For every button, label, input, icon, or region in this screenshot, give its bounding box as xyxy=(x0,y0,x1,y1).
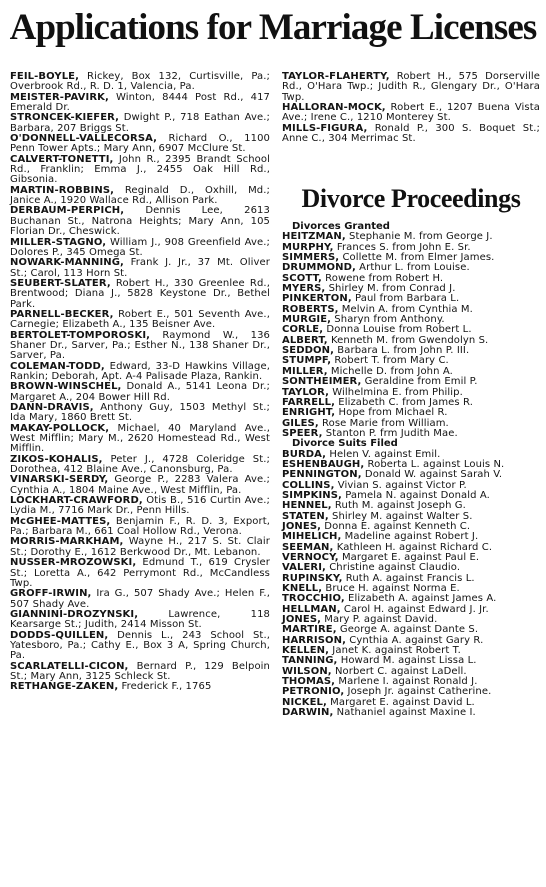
marriage-license-entry xyxy=(10,134,270,155)
marriage-license-entry xyxy=(10,682,270,692)
entry-name: VINARSKI-SERDY, xyxy=(10,474,109,486)
entry-name: SCARLATELLI-CICON, xyxy=(10,660,129,672)
entry-details: Mary P. against David. xyxy=(321,614,438,626)
entry-name: COLEMAN-TODD, xyxy=(10,360,105,372)
entry-name: PETRONIO, xyxy=(282,686,345,698)
divorce-suits-label: Divorce Suits Filed xyxy=(292,438,398,450)
entry-name: JONES, xyxy=(282,614,322,626)
entry-name: DERBAUM-PERPICH, xyxy=(10,205,125,217)
entry-details: Edward, 33-D Hawkins Village, Rankin; Deborah, Apt. A-4 Palisade Plaza, Rankin. xyxy=(10,360,270,382)
marriage-license-entry xyxy=(10,589,270,610)
entry-name: PINKERTON, xyxy=(282,293,352,305)
entry-name: MIHELICH, xyxy=(282,531,342,543)
entry-name: ROBERTS, xyxy=(282,303,339,315)
entry-name: DARWIN, xyxy=(282,707,334,719)
entry-name: RUPINSKY, xyxy=(282,572,343,584)
entry-name: DANN-DRAVIS, xyxy=(10,402,94,413)
entry-details: Ira G., 507 Shady Ave.; Helen F., 507 Shady Ave. xyxy=(10,588,270,610)
entry-details: Rowene from Robert H. xyxy=(321,272,444,284)
entry-details: Elizabeth A. against James A. xyxy=(344,593,497,605)
entry-details: Paul from Barbara L. xyxy=(351,293,460,305)
entry-details: Kathleen H. against Richard C. xyxy=(333,541,493,553)
marriage-license-entry xyxy=(10,403,270,424)
entry-name: SIMPKINS, xyxy=(282,489,342,501)
entry-name: GROFF-IRWIN, xyxy=(10,588,92,600)
entry-details: Bruce H. against Norma E. xyxy=(322,583,460,595)
entry-details: Wilhelmina E. from Philip. xyxy=(328,386,463,398)
entry-name: SONTHEIMER, xyxy=(282,376,362,388)
entry-details: Otis B., 516 Curtin Ave.; Lydia M., 7716 Mark Dr., Penn Hills. xyxy=(10,495,270,517)
entry-details: Sharyn from Anthony. xyxy=(331,314,445,326)
entry-details: Benjamin F., R. D. 3, Export, Pa.; Barbara M., 661 Coal Hollow Rd., Verona. xyxy=(10,515,270,538)
entry-name: NICKEL, xyxy=(282,696,327,708)
entry-name: RETHANGE-ZAKEN, xyxy=(10,681,119,693)
marriage-license-entry xyxy=(10,662,270,683)
entry-details: Donna Louise from Robert L. xyxy=(323,324,472,336)
entry-name: MARTIN-ROBBINS, xyxy=(10,184,115,196)
entry-details: Robert E., 1207 Buena Vista Ave.; Irene C., 1210 Monterey St. xyxy=(282,102,540,124)
entry-details: Frances S. from John E. Sr. xyxy=(333,241,471,253)
entry-name: KNELL, xyxy=(282,583,323,595)
divorce-suits-list xyxy=(282,450,540,719)
entry-details: Geraldine from Emil P. xyxy=(361,376,478,388)
entry-details: Barbara L. from John P. III. xyxy=(334,345,470,357)
entry-name: O'DONNELL-VALLECORSA, xyxy=(10,133,158,145)
entry-details: Winton, 8444 Post Rd., 417 Emerald Dr. xyxy=(10,91,270,114)
entry-name: ZIKOS-KOHALIS, xyxy=(10,453,103,465)
entry-name: NUSSER-MROZOWSKI, xyxy=(10,557,137,569)
entry-details: Elizabeth C. from James R. xyxy=(335,396,473,408)
entry-details: Reginald D., Oxhill, Md.; Janice A., 1920 Wallace Rd., Allison Park. xyxy=(10,184,270,207)
marriage-license-entry xyxy=(10,424,270,455)
entry-name: FEIL-BOYLE, xyxy=(10,71,80,82)
entry-details: Pamela N. against Donald A. xyxy=(341,489,490,501)
entry-name: DRUMMOND, xyxy=(282,262,356,274)
entry-name: MURPHY, xyxy=(282,241,334,253)
entry-name: STATEN, xyxy=(282,510,329,522)
divorce-suit-entry xyxy=(282,708,540,718)
entry-details: Wayne H., 217 S. St. Clair St.; Dorothy E., 1612 Berkwood Dr., Mt. Lebanon. xyxy=(10,536,270,558)
entry-details: Ruth M. against Joseph G. xyxy=(331,500,466,512)
entry-details: Robert H., 330 Greenlee Rd., Brentwood; Diana J., 5828 Keystone Dr., Bethel Park. xyxy=(10,277,270,310)
entry-name: VALERI, xyxy=(282,562,326,574)
marriage-license-entry xyxy=(10,310,270,331)
entry-name: VERNOCY, xyxy=(282,552,339,563)
entry-name: HALLORAN-MOCK, xyxy=(282,102,386,114)
entry-details: Lawrence, 118 Kearsarge St.; Judith, 2414 Misson St. xyxy=(10,608,270,631)
entry-name: MAKAY-POLLOCK, xyxy=(10,422,110,434)
entry-details: Shirley M. against Walter S. xyxy=(328,510,473,522)
entry-name: WILSON, xyxy=(282,665,332,677)
entry-details: Madeline against Robert J. xyxy=(341,531,479,543)
entry-details: Frank J. Jr., 37 Mt. Oliver St.; Carol, 113 Horn St. xyxy=(10,257,270,279)
entry-details: Donald W. against Sarah V. xyxy=(361,469,503,481)
entry-name: SCOTT, xyxy=(282,272,322,284)
entry-details: Cynthia A. against Gary R. xyxy=(346,634,484,646)
entry-details: Donald A., 5141 Leona Dr.; Margaret A., 204 Bower Hill Rd. xyxy=(10,381,270,403)
marriage-license-entry xyxy=(10,206,270,237)
entry-details: Kenneth M. from Gwendolyn S. xyxy=(327,334,489,346)
entry-name: LOCKHART-CRAWFORD, xyxy=(10,495,143,507)
entry-details: Stanton P. frm Judith Mae. xyxy=(322,427,458,439)
entry-details: Marlene I. against Ronald J. xyxy=(335,676,478,688)
entry-details: William J., 908 Greenfield Ave.; Dolores P., 345 Omega St. xyxy=(10,236,270,258)
entry-details: Dennis Lee, 2613 Buchanan St., Natrona Heights; Mary Ann, 105 Florian Dr., Cheswick. xyxy=(10,205,270,238)
entry-details: George A. against Dante S. xyxy=(336,624,479,636)
entry-details: Nathaniel against Maxine I. xyxy=(333,707,476,719)
marriage-license-entry xyxy=(10,558,270,589)
entry-name: TAYLOR-FLAHERTY, xyxy=(282,71,390,82)
entry-details: Carol H. against Edward J. Jr. xyxy=(340,603,489,615)
entry-name: SEUBERT-SLATER, xyxy=(10,277,111,289)
entry-details: Donna E. against Kenneth C. xyxy=(321,520,471,532)
marriage-license-entry xyxy=(10,631,270,662)
marriage-license-entry xyxy=(282,124,540,145)
entry-name: BERTOLET-TOMPOROSKI, xyxy=(10,329,151,341)
marriage-license-entry xyxy=(10,475,270,496)
entry-details: Ronald P., 300 S. Boquet St.; Anne C., 304 Merrimac St. xyxy=(282,122,540,145)
entry-name: SEEMAN, xyxy=(282,541,334,553)
entry-details: Dwight P., 718 Eathan Ave.; Barbara, 207 Briggs St. xyxy=(10,112,270,134)
entry-details: Hope from Michael R. xyxy=(335,407,448,419)
entry-name: PARNELL-BECKER, xyxy=(10,308,114,320)
entry-details: Helen V. against Emil. xyxy=(326,448,441,460)
entry-name: KELLEN, xyxy=(282,645,330,657)
entry-name: STUMPF, xyxy=(282,355,332,367)
marriage-license-entry xyxy=(10,610,270,631)
entry-name: FARRELL, xyxy=(282,396,335,408)
entry-name: GILES, xyxy=(282,417,319,429)
entry-name: HENNEL, xyxy=(282,500,332,512)
entry-name: MURGIE, xyxy=(282,314,332,326)
entry-name: MILLER-STAGNO, xyxy=(10,236,107,248)
entry-name: THOMAS, xyxy=(282,676,336,688)
entry-name: CALVERT-TONETTI, xyxy=(10,153,114,165)
entry-name: MILLS-FIGURA, xyxy=(282,122,368,134)
marriage-license-entry xyxy=(10,238,270,259)
marriage-license-entry xyxy=(10,331,270,362)
entry-details: Arthur L. from Louise. xyxy=(355,262,470,274)
entry-name: JONES, xyxy=(282,520,322,532)
entry-name: GIANNINI-DROZYNSKI, xyxy=(10,608,139,620)
entry-name: TROCCHIO, xyxy=(282,593,345,605)
entry-details: Michelle D. from John A. xyxy=(327,365,453,377)
entry-name: DODDS-QUILLEN, xyxy=(10,629,109,641)
entry-details: Joseph Jr. against Catherine. xyxy=(344,686,492,698)
entry-name: SIMMERS, xyxy=(282,252,340,264)
entry-name: COLLINS, xyxy=(282,479,335,491)
entry-name: HEITZMAN, xyxy=(282,231,346,243)
entry-details: Rickey, Box 132, Curtisville, Pa.; Overbrook Rd., R. D. 1, Valencia, Pa. xyxy=(10,71,270,93)
entry-details: Vivian S. against Victor P. xyxy=(334,479,467,491)
entry-name: MYERS, xyxy=(282,283,326,295)
entry-name: BURDA, xyxy=(282,448,327,460)
entry-details: Collette M. from Elmer James. xyxy=(339,252,495,264)
marriage-license-entry xyxy=(10,186,270,207)
marriage-column-left xyxy=(10,72,270,693)
entry-details: Janet K. against Robert T. xyxy=(329,645,461,657)
entry-name: MEISTER-PAVIRK, xyxy=(10,91,109,103)
entry-details: Stephanie M. from George J. xyxy=(345,231,493,243)
entry-details: Richard O., 1100 Penn Tower Apts.; Mary Ann, 6907 McClure St. xyxy=(10,133,270,155)
entry-details: Christine against Claudio. xyxy=(325,562,461,574)
marriage-license-entry xyxy=(10,362,270,383)
entry-details: Melvin A. from Cynthia M. xyxy=(338,303,473,315)
entry-details: Norbert C. against LaDell. xyxy=(331,665,467,677)
marriage-license-entry xyxy=(282,72,540,103)
entry-name: SPEER, xyxy=(282,427,323,439)
entry-name: MILLER, xyxy=(282,365,328,377)
marriage-license-entry xyxy=(10,496,270,517)
entry-details: Edmund T., 619 Crysler St.; Loretta A., 642 Perrymont Rd., McCandless Twp. xyxy=(10,557,270,589)
divorces-granted-list xyxy=(282,232,540,439)
entry-name: STRONCEK-KIEFER, xyxy=(10,112,120,124)
entry-name: TAYLOR, xyxy=(282,386,329,398)
marriage-license-entry xyxy=(10,93,270,114)
marriage-license-entry xyxy=(282,103,540,124)
entry-details: Shirley M. from Conrad J. xyxy=(325,283,456,295)
entry-details: Raymond W., 136 Shaner Dr., Sarver, Pa.; Esther N., 138 Shaner Dr., Sarver, Pa. xyxy=(10,329,270,362)
entry-details: Anthony Guy, 1503 Methyl St.; Ida Mary, 1860 Brett St. xyxy=(10,402,270,424)
entry-details: Frederick F., 1765 xyxy=(118,681,212,693)
entry-details: Robert E., 501 Seventh Ave., Carnegie; Elizabeth A., 135 Beisner Ave. xyxy=(10,308,270,331)
marriage-license-entry xyxy=(10,72,270,93)
entry-name: SEDDON, xyxy=(282,345,335,357)
entry-name: MORRIS-MARKHAM, xyxy=(10,536,124,548)
entry-name: HARRISON, xyxy=(282,634,347,646)
marriage-license-entry xyxy=(10,537,270,558)
entry-details: Roberta L. against Louis N. xyxy=(364,458,505,470)
entry-details: Bernard P., 129 Belpoin St.; Mary Ann, 3125 Schleck St. xyxy=(10,660,270,682)
entry-name: PENNINGTON, xyxy=(282,469,362,481)
entry-details: Margaret E. against Paul E. xyxy=(338,552,480,563)
divorce-title: Divorce Proceedings xyxy=(301,184,521,213)
divorces-granted-label: Divorces Granted xyxy=(292,221,390,232)
entry-details: Margaret E. against David L. xyxy=(326,696,475,708)
entry-details: Robert T. from Mary C. xyxy=(331,355,449,367)
marriage-license-entry xyxy=(10,279,270,310)
entry-name: ENRIGHT, xyxy=(282,407,336,419)
entry-details: Howard M. against Lissa L. xyxy=(337,655,477,667)
marriage-license-entry xyxy=(10,155,270,186)
marriage-license-entry xyxy=(10,113,270,134)
divorce-column xyxy=(282,222,540,719)
entry-details: Michael, 40 Maryland Ave., West Mifflin; Mary M., 2620 Homestead Rd., West Mifflin. xyxy=(10,422,270,455)
entry-details: Dennis L., 243 School St., Yatesboro, Pa.; Cathy E., Box 3 A, Spring Church, Pa. xyxy=(10,629,270,662)
entry-name: ALBERT, xyxy=(282,334,328,346)
entry-details: Ruth A. against Francis L. xyxy=(342,572,475,584)
entry-details: Peter J., 4728 Coleridge St.; Dorothea, 412 Blaine Ave., Canonsburg, Pa. xyxy=(10,453,270,476)
entry-name: CORLE, xyxy=(282,324,324,336)
entry-details: Robert H., 575 Dorserville Rd., O'Hara Twp.; Judith R., Glengary Dr., O'Hara Twp. xyxy=(282,71,540,103)
entry-name: NOWARK-MANNING, xyxy=(10,257,124,269)
entry-name: BROWN-WINSCHEL, xyxy=(10,381,122,393)
marriage-column-right xyxy=(282,72,540,144)
marriage-license-entry xyxy=(10,258,270,279)
entry-details: George P., 2283 Valera Ave.; Cynthia A., 1804 Maine Ave., West Mifflin, Pa. xyxy=(10,474,270,496)
entry-name: TANNING, xyxy=(282,655,338,667)
entry-name: McGHEE-MATTES, xyxy=(10,515,111,527)
marriage-license-entry xyxy=(10,382,270,403)
entry-name: MARTIRE, xyxy=(282,624,337,636)
entry-details: John R., 2395 Brandt School Rd., Franklin; Emma J., 2455 Oak Hill Rd., Gibsonia. xyxy=(10,153,270,186)
entry-name: ESHENBAUGH, xyxy=(282,458,365,470)
marriage-license-entry xyxy=(10,455,270,476)
headline: Applications for Marriage Licenses xyxy=(9,7,537,48)
entry-details: Rose Marie from William. xyxy=(318,417,449,429)
entry-name: HELLMAN, xyxy=(282,603,341,615)
marriage-license-entry xyxy=(10,517,270,538)
